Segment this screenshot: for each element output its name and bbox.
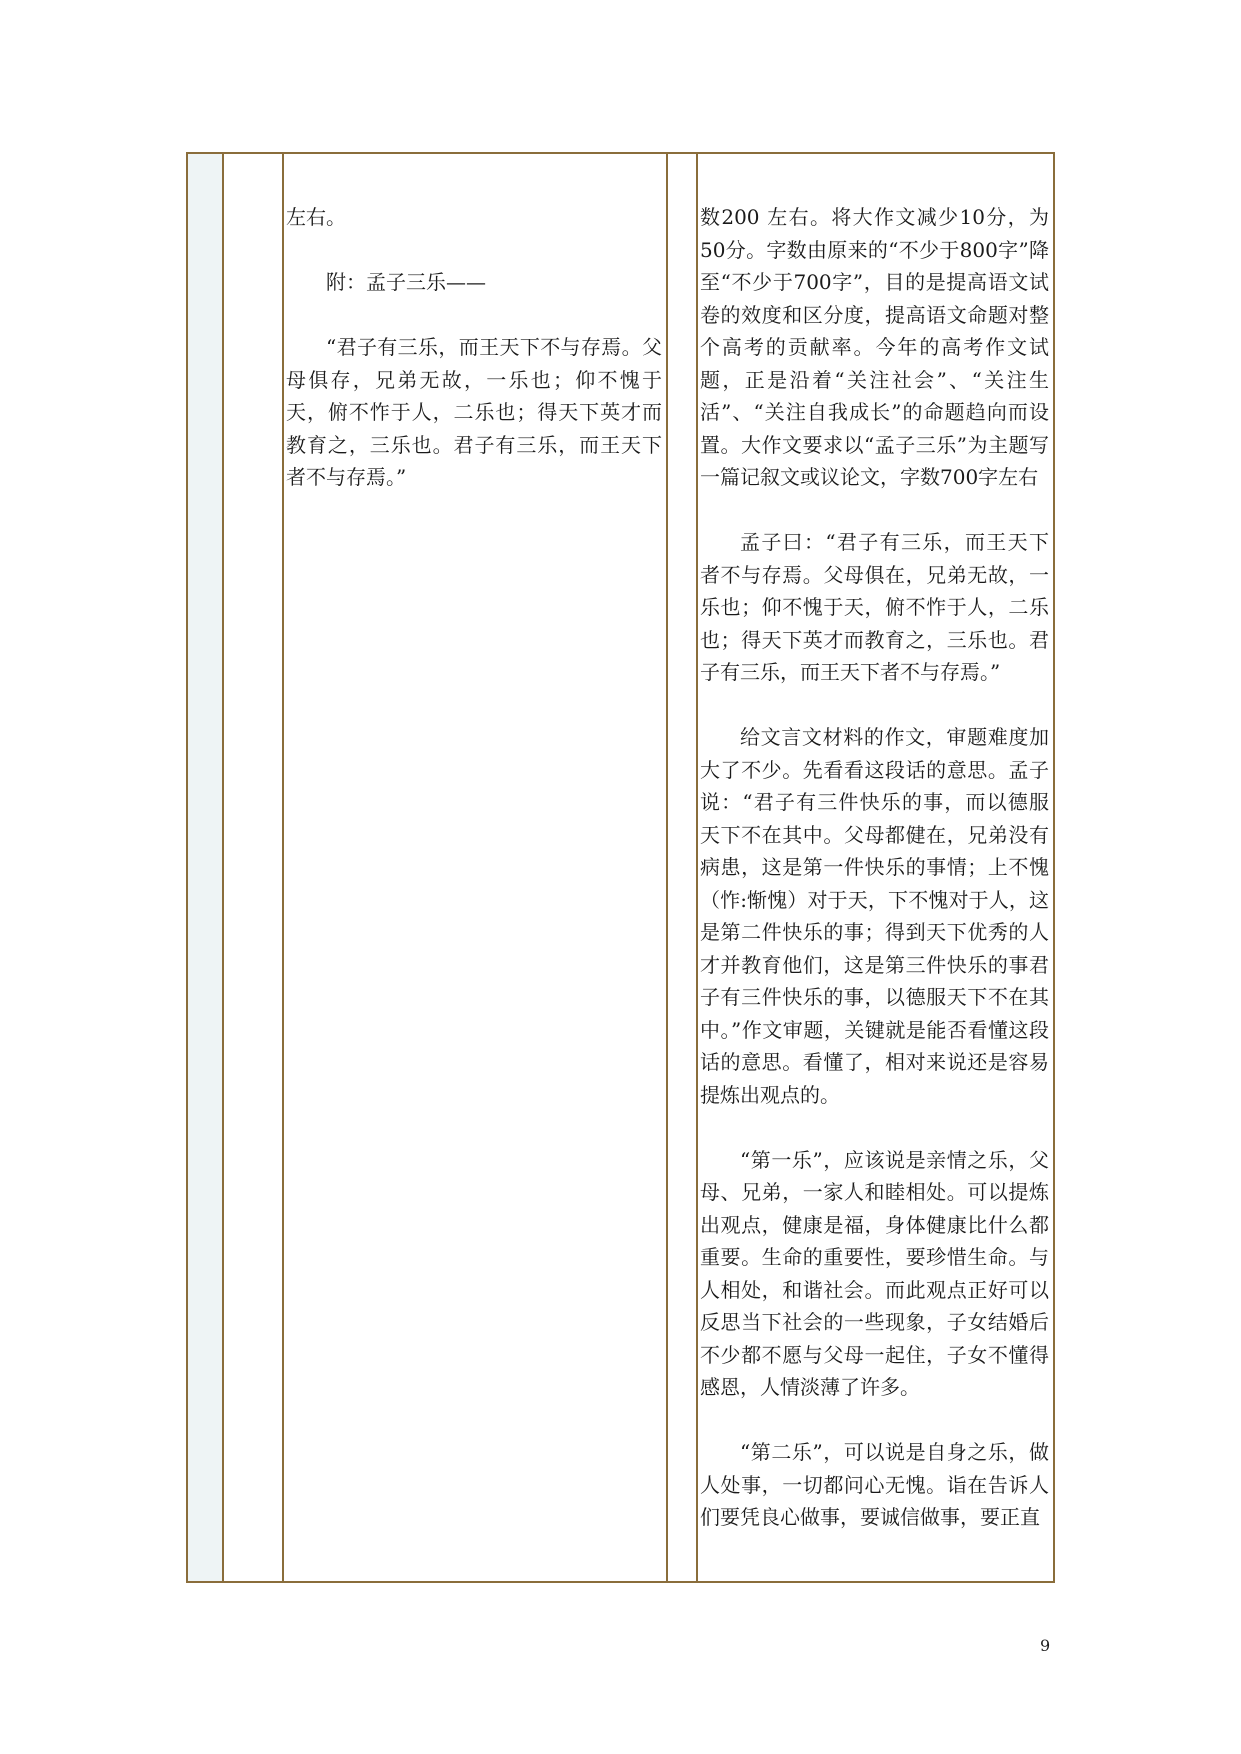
right-text [700, 201, 1049, 1566]
paragraph: “君子有三乐，而王天下不与存焉。父母俱存，兄弟无故，一乐也；仰不愧于天，俯不怍于人，二乐也；得天下英才而教育之，三乐也。君子有三乐，而王天下者不与存焉。” [286, 335, 662, 489]
page-number: 9 [1040, 1636, 1051, 1655]
content-table [186, 152, 1055, 1583]
spacer-column [668, 154, 698, 1581]
right-text-column [698, 154, 1053, 1581]
paragraph: 附：孟子三乐—— [326, 270, 486, 294]
paragraph: 孟子曰：“君子有三乐，而王天下者不与存焉。父母俱在，兄弟无故，一乐也；仰不愧于天，俯不怍于人，二乐也；得天下英才而教育之，三乐也。君子有三乐，而王天下者不与存焉。” [700, 530, 1049, 684]
paragraph: 数200 左右。将大作文减少10分，为50分。字数由原来的“不少于800字”降至“不少于700字”，目的是提高语文试卷的效度和区分度，提高语文命题对整个高考的贡献率。今年的高考作文试题，正是沿着“关注社会”、“关注生活”、“关注自我成长”的命题趋向而设置。大作文要求以“孟子三乐”为主题写一篇记叙文或议论文，字数700字左右 [700, 205, 1049, 489]
left-text [286, 201, 662, 526]
paragraph: “第二乐”，可以说是自身之乐，做人处事，一切都问心无愧。诣在告诉人们要凭良心做事，要诚信做事，要正直 [700, 1440, 1049, 1529]
label-column [224, 154, 284, 1581]
margin-column [188, 154, 224, 1581]
paragraph: “第一乐”，应该说是亲情之乐，父母、兄弟，一家人和睦相处。可以提炼出观点，健康是福，身体健康比什么都重要。生命的重要性，要珍惜生命。与人相处，和谐社会。而此观点正好可以反思当下社会的一些现象，子女结婚后不少都不愿与父母一起住，子女不懂得感恩，人情淡薄了许多。 [700, 1147, 1049, 1399]
paragraph: 左右。 [286, 205, 346, 229]
paragraph: 给文言文材料的作文，审题难度加大了不少。先看看这段话的意思。孟子说：“君子有三件快乐的事，而以德服天下不在其中。父母都健在，兄弟没有病患，这是第一件快乐的事情；上不愧（怍:惭愧）对于天，下不愧对于人，这是第二件快乐的事；得到天下优秀的人才并教育他们，这是第三件快乐的事君子有三件快乐的事，以德服天下不在其中。”作文审题，关键就是能否看懂这段话的意思。看懂了，相对来说还是容易提炼出观点的。 [700, 725, 1049, 1107]
left-text-column [284, 154, 668, 1581]
